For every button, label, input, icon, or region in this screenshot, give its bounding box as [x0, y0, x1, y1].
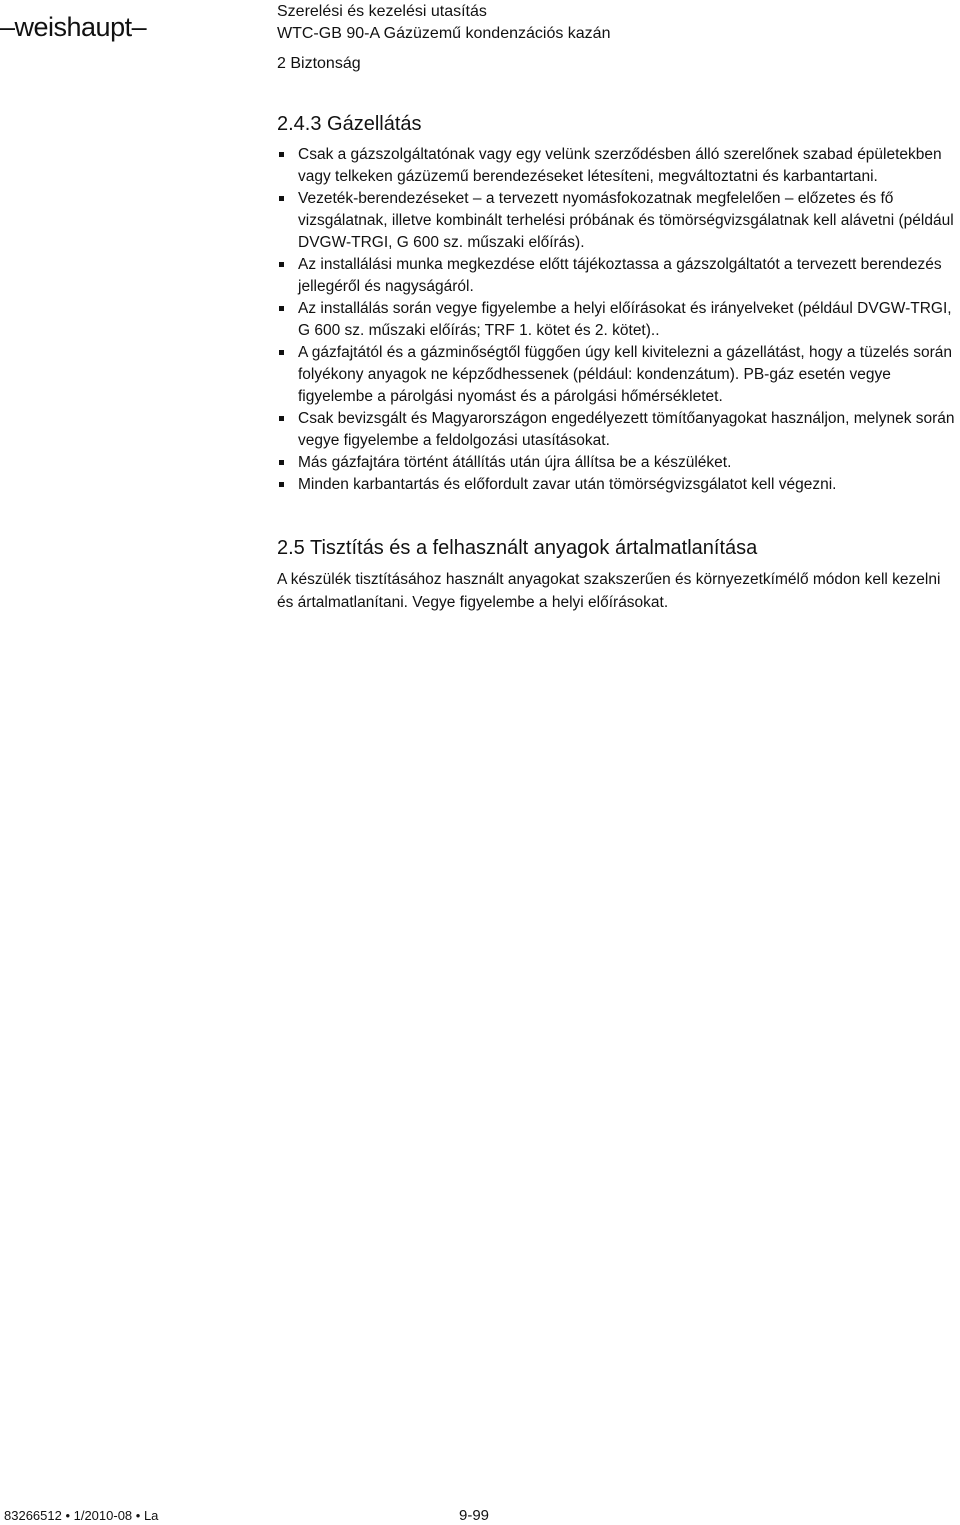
list-item — [277, 342, 957, 408]
list-item — [277, 254, 957, 298]
bullet-square-icon — [279, 460, 284, 465]
list-item-text: Az installálás során vegye figyelembe a helyi előírásokat és irányelveket (például DVGW-TRGI, G 600 sz. műszaki előírás; TRF 1. kötet és 2. kötet).. — [298, 300, 952, 339]
bullet-square-icon — [279, 306, 284, 311]
bullet-square-icon — [279, 262, 284, 267]
weishaupt-logo: –weishaupt– — [0, 12, 147, 42]
list-item — [277, 452, 957, 474]
list-item-text: Más gázfajtára történt átállítás után újra állítsa be a készüléket. — [298, 454, 732, 471]
bullet-square-icon — [279, 196, 284, 201]
list-item — [277, 474, 957, 496]
bullet-square-icon — [279, 350, 284, 355]
header-title: Szerelési és kezelési utasítás — [277, 3, 487, 20]
bullet-square-icon — [279, 416, 284, 421]
document-reference: 83266512 • 1/2010-08 • La — [4, 1508, 159, 1523]
list-item — [277, 408, 957, 452]
list-item-text: Az installálási munka megkezdése előtt tájékoztassa a gázszolgáltatót a tervezett berendezés jellegéről és nagyságáról. — [298, 256, 942, 295]
list-item — [277, 188, 957, 254]
section-title: 2 Biztonság — [277, 55, 361, 72]
list-item-text: Csak bevizsgált és Magyarországon engedélyezett tömítőanyagokat használjon, melynek során vegye figyelembe a feldolgozási utasításokat. — [298, 410, 955, 449]
page-number: 9-99 — [459, 1507, 490, 1524]
document-header — [277, 1, 610, 45]
gas-supply-list — [277, 144, 957, 496]
bullet-square-icon — [279, 152, 284, 157]
subsection-heading: 2.4.3 Gázellátás — [277, 113, 422, 135]
list-item — [277, 144, 957, 188]
list-item-text: Csak a gázszolgáltatónak vagy egy velünk szerződésben álló szerelőnek szabad épületekben vagy telkeken gázüzemű berendezéseket létesíteni, megváltoztatni és karbantartani. — [298, 146, 942, 185]
cleaning-section-body: A készülék tisztításához használt anyagokat szakszerűen és környezetkímélő módon kell kezelni és ártalmatlanítani. Vegye figyelembe a helyi előírásokat. — [277, 571, 941, 611]
list-item-text: Minden karbantartás és előfordult zavar után tömörségvizsgálatot kell végezni. — [298, 476, 837, 493]
cleaning-section-heading: 2.5 Tisztítás és a felhasznált anyagok ártalmatlanítása — [277, 537, 758, 559]
list-item — [277, 298, 957, 342]
bullet-square-icon — [279, 482, 284, 487]
list-item-text: Vezeték-berendezéseket – a tervezett nyomásfokozatnak megfelelően – előzetes és fő vizsgálatnak, illetve kombinált terhelési próbának és tömörségvizsgálatnak kell alávetni (például DVGW-TRGI, G 600 sz. műszaki előírás). — [298, 190, 954, 251]
header-subtitle: WTC-GB 90-A Gázüzemű kondenzációs kazán — [277, 25, 611, 42]
list-item-text: A gázfajtától és a gázminőségtől függően úgy kell kivitelezni a gázellátást, hogy a tüzelés során folyékony anyagok ne képződhessenek (például: kondenzátum). PB-gáz esetén vegye figyelembe a párolgási nyomást és a párolgási hőmérsékletet. — [298, 344, 952, 405]
main-content — [277, 110, 957, 614]
